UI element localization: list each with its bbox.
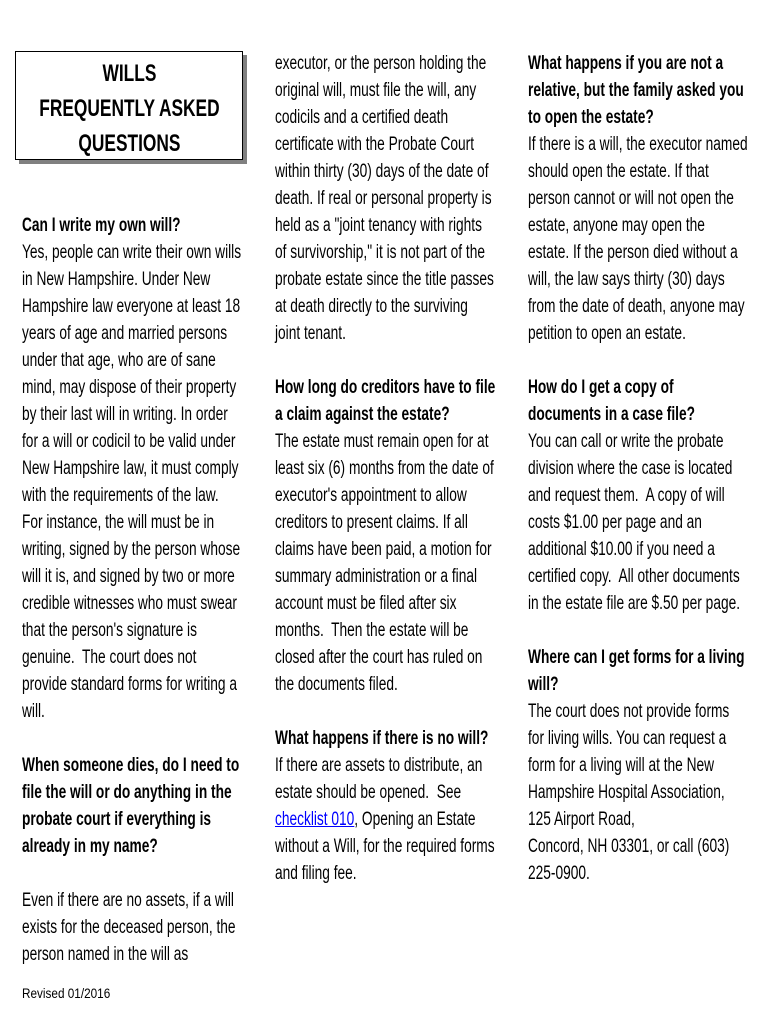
question-line: documents in a case file?: [528, 403, 695, 425]
answer-line: creditors to present claims. If all: [275, 511, 468, 533]
answer-line: provide standard forms for writing a: [22, 673, 238, 695]
faq-question: [275, 725, 500, 752]
question-line: Can I write my own will?: [22, 214, 181, 236]
answer-line: 225-0900.: [528, 862, 590, 884]
question-line: file the will or do anything in the: [22, 781, 232, 803]
answer-line: genuine. The court does not: [22, 646, 197, 668]
answer-line: with the requirements of the law.: [22, 484, 219, 506]
answer-line: summary administration or a final: [275, 565, 478, 587]
answer-line: at death directly to the surviving: [275, 295, 468, 317]
question-line: already in my name?: [22, 835, 158, 857]
faq-section: [528, 374, 753, 617]
answer-line: least six (6) months from the date of: [275, 457, 494, 479]
answer-line: executor's appointment to allow: [275, 484, 467, 506]
answer-line: [275, 806, 500, 833]
answer-line: 125 Airport Road,: [528, 808, 635, 830]
answer-line: You can call or write the probate: [528, 430, 724, 452]
faq-question: [22, 752, 247, 860]
answer-line: death. If real or personal property is: [275, 187, 492, 209]
answer-line: Even if there are no assets, if a will: [22, 889, 234, 911]
faq-question: [528, 644, 753, 698]
question-line: a claim against the estate?: [275, 403, 450, 425]
answer-line: by their last will in writing. In order: [22, 403, 228, 425]
answer-line: and filing fee.: [275, 862, 357, 884]
answer-line: without a Will, for the required forms: [275, 835, 495, 857]
answer-line: certificate with the Probate Court: [275, 133, 475, 155]
answer-line: will.: [22, 700, 45, 722]
answer-line: probate estate since the title passes: [275, 268, 494, 290]
answer-line: Hampshire Hospital Association,: [528, 781, 725, 803]
answer-line: in New Hampshire. Under New: [22, 268, 211, 290]
faq-section: [275, 50, 500, 347]
answer-line: claims have been paid, a motion for: [275, 538, 492, 560]
answer-line: in the estate file are $.50 per page.: [528, 592, 741, 614]
faq-answer: [528, 131, 753, 347]
answer-line: codicils and a certified death: [275, 106, 449, 128]
answer-line: petition to open an estate.: [528, 322, 686, 344]
faq-answer: [22, 239, 247, 725]
faq-question: [528, 374, 753, 428]
question-line: What happens if you are not a: [528, 52, 724, 74]
faq-question: [528, 50, 753, 131]
answer-line: estate, anyone may open the: [528, 214, 705, 236]
faq-section: [528, 50, 753, 347]
question-line: How long do creditors have to file: [275, 376, 496, 398]
answer-line: closed after the court has ruled on: [275, 646, 483, 668]
answer-line: for a will or codicil to be valid under: [22, 430, 236, 452]
column-2: [275, 50, 500, 887]
answer-line: executor, or the person holding the: [275, 52, 487, 74]
column-3-content: [528, 50, 753, 887]
answer-line: division where the case is located: [528, 457, 733, 479]
answer-line: for living wills. You can request a: [528, 727, 727, 749]
faq-answer: [275, 428, 500, 698]
answer-line: credible witnesses who must swear: [22, 592, 238, 614]
page-title: [15, 56, 244, 161]
column-2-content: [275, 50, 500, 887]
faq-section: [528, 644, 753, 887]
faq-section: [275, 374, 500, 698]
answer-line: mind, may dispose of their property: [22, 376, 237, 398]
answer-line: The estate must remain open for at: [275, 430, 489, 452]
faq-answer: [22, 887, 247, 968]
answer-line: will, the law says thirty (30) days: [528, 268, 725, 290]
answer-line: the documents filed.: [275, 673, 398, 695]
answer-line: estate. If the person died without a: [528, 241, 738, 263]
answer-line: person cannot or will not open the: [528, 187, 734, 209]
answer-line: that the person's signature is: [22, 619, 197, 641]
column-1: [22, 212, 247, 968]
answer-line: account must be filed after six: [275, 592, 457, 614]
answer-line: exists for the deceased person, the: [22, 916, 236, 938]
answer-line: person named in the will as: [22, 943, 189, 965]
checklist-link[interactable]: checklist 010: [275, 808, 355, 830]
question-line: probate court if everything is: [22, 808, 212, 830]
question-line: relative, but the family asked you: [528, 79, 744, 101]
answer-line: Hampshire law everyone at least 18: [22, 295, 241, 317]
answer-line: estate should be opened. See: [275, 781, 462, 803]
answer-line: New Hampshire law, it must comply: [22, 457, 239, 479]
answer-line: months. Then the estate will be: [275, 619, 469, 641]
answer-line: of survivorship," it is not part of the: [275, 241, 485, 263]
faq-answer: [275, 752, 500, 887]
answer-line: Yes, people can write their own wills: [22, 241, 242, 263]
question-line: to open the estate?: [528, 106, 654, 128]
faq-answer: [528, 698, 753, 887]
answer-line: within thirty (30) days of the date of: [275, 160, 489, 182]
faq-section: [22, 752, 247, 968]
question-line: When someone dies, do I need to: [22, 754, 240, 776]
column-1-content: [22, 212, 247, 968]
faq-question: [22, 212, 247, 239]
answer-line: If there is a will, the executor named: [528, 133, 748, 155]
title-line-questions: QUESTIONS: [78, 129, 181, 157]
answer-line: form for a living will at the New: [528, 754, 715, 776]
question-line: How do I get a copy of: [528, 376, 674, 398]
answer-line: If there are assets to distribute, an: [275, 754, 483, 776]
answer-line: original will, must file the will, any: [275, 79, 477, 101]
answer-line: costs $1.00 per page and an: [528, 511, 702, 533]
title-line-frequently-asked: FREQUENTLY ASKED: [39, 94, 220, 122]
answer-line: joint tenant.: [275, 322, 346, 344]
question-line: Where can I get forms for a living: [528, 646, 745, 668]
faq-answer: [275, 50, 500, 347]
answer-line: For instance, the will must be in: [22, 511, 215, 533]
answer-line: additional $10.00 if you need a: [528, 538, 715, 560]
faq-section: [275, 725, 500, 887]
faq-question: [275, 374, 500, 428]
answer-line: The court does not provide forms: [528, 700, 730, 722]
answer-line: held as a "joint tenancy with rights: [275, 214, 482, 236]
answer-line: from the date of death, anyone may: [528, 295, 745, 317]
answer-line: will it is, and signed by two or more: [22, 565, 235, 587]
faq-section: [22, 212, 247, 725]
answer-line: under that age, who are of sane: [22, 349, 216, 371]
revision-date: Revised 01/2016: [22, 985, 111, 1001]
question-line: will?: [528, 673, 559, 695]
title-lines: [15, 56, 244, 161]
column-3: [528, 50, 753, 887]
answer-line: should open the estate. If that: [528, 160, 709, 182]
answer-line: Concord, NH 03301, or call (603): [528, 835, 730, 857]
answer-line: years of age and married persons: [22, 322, 228, 344]
question-line: What happens if there is no will?: [275, 727, 489, 749]
answer-line: writing, signed by the person whose: [22, 538, 241, 560]
title-line-wills: WILLS: [102, 59, 157, 87]
line-text: , Opening an Estate: [354, 808, 476, 830]
faq-answer: [528, 428, 753, 617]
answer-line: and request them. A copy of will: [528, 484, 725, 506]
answer-line: certified copy. All other documents: [528, 565, 740, 587]
